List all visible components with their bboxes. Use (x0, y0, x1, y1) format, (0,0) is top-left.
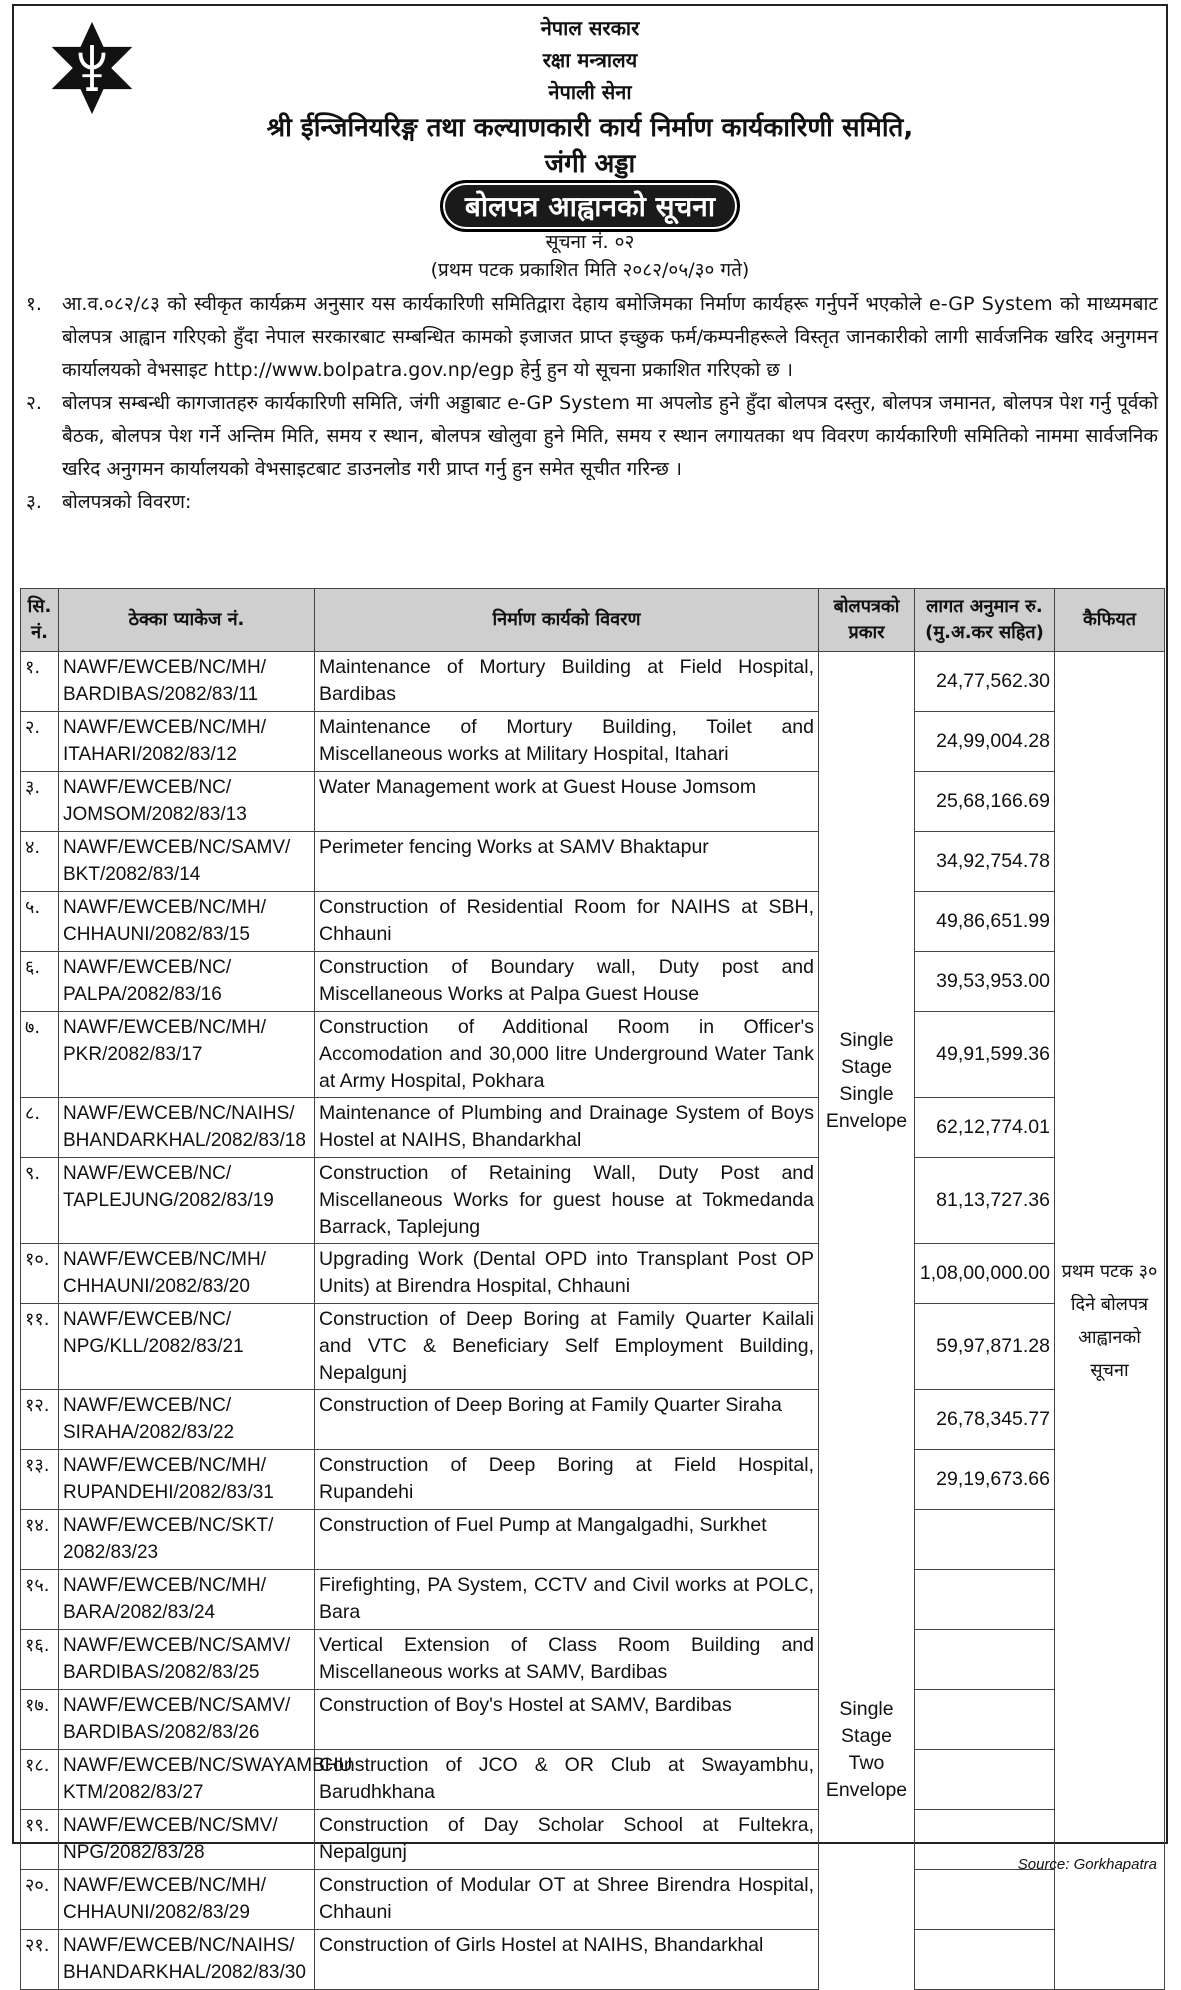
committee-location: जंगी अड्डा (544, 149, 636, 179)
row-sn: २१. (21, 1930, 59, 1990)
table-row (21, 952, 1165, 1012)
row-sn: ७. (21, 1012, 59, 1098)
govt-name: नेपाल सरकार (540, 16, 640, 40)
table-row (21, 1510, 1165, 1570)
row-package: NAWF/EWCEB/NC/ TAPLEJUNG/2082/83/19 (59, 1158, 315, 1244)
table-row (21, 712, 1165, 772)
row-estimate: 26,78,345.77 (915, 1390, 1055, 1450)
bid-type-two-envelope: Single Stage Two Envelope (819, 1510, 915, 1990)
paragraph-2: २. बोलपत्र सम्बन्धी कागजातहरु कार्यकारिणी समिति, जंगी अड्डाबाट e-GP System मा अपलोड हुने हुँदा बोलपत्र दस्तुर, बोलपत्र जमानत, बोलपत्र पेश गर्नु पूर्वको बैठक, बोलपत्र पेश गर्ने अन्तिम मिति, समय र स्थान, बोलपत्र खोलुवा हुने मिति, समय र स्थान लगायतका थप विवरण कार्यकारिणी समितिको नाममा सार्वजनिक खरिद अनुगमन कार्यालयको वेभसाइटबाट डाउनलोड गरी प्राप्त गर्नु हुन समेत सूचीत गरिन्छ । (26, 392, 1158, 480)
row-sn: ५. (21, 892, 59, 952)
row-package: NAWF/EWCEB/NC/MH/ BARDIBAS/2082/83/11 (59, 652, 315, 712)
row-description: Upgrading Work (Dental OPD into Transplant Post OP Units) at Birendra Hospital, Chhauni (315, 1244, 819, 1304)
row-package: NAWF/EWCEB/NC/MH/ BARA/2082/83/24 (59, 1570, 315, 1630)
row-package: NAWF/EWCEB/NC/SMV/ NPG/2082/83/28 (59, 1810, 315, 1870)
table-row (21, 1870, 1165, 1930)
header-package: ठेक्का प्याकेज नं. (59, 589, 315, 652)
table-row (21, 1630, 1165, 1690)
table-row (21, 652, 1165, 712)
row-package: NAWF/EWCEB/NC/SKT/ 2082/83/23 (59, 1510, 315, 1570)
row-sn: १३. (21, 1450, 59, 1510)
row-estimate: 29,19,673.66 (915, 1450, 1055, 1510)
row-package: NAWF/EWCEB/NC/MH/ CHHAUNI/2082/83/29 (59, 1870, 315, 1930)
row-package: NAWF/EWCEB/NC/NAIHS/ BHANDARKHAL/2082/83/30 (59, 1930, 315, 1990)
row-estimate: 34,92,754.78 (915, 832, 1055, 892)
row-sn: १०. (21, 1244, 59, 1304)
row-estimate: 62,12,774.01 (915, 1098, 1055, 1158)
paragraph-3: ३. बोलपत्रको विवरण: (26, 491, 192, 513)
row-description: Construction of Boy's Hostel at SAMV, Bardibas (315, 1690, 819, 1750)
row-estimate: 1,08,00,000.00 (915, 1244, 1055, 1304)
row-description: Construction of Girls Hostel at NAIHS, Bhandarkhal (315, 1930, 819, 1990)
row-estimate (915, 1510, 1055, 1570)
row-estimate: 59,97,871.28 (915, 1304, 1055, 1390)
row-description: Maintenance of Mortury Building, Toilet and Miscellaneous works at Military Hospital, Itahari (315, 712, 819, 772)
row-sn: १६. (21, 1630, 59, 1690)
table-header-row (21, 589, 1165, 652)
row-estimate (915, 1870, 1055, 1930)
row-sn: १७. (21, 1690, 59, 1750)
notice-banner: बोलपत्र आह्वानको सूचना (440, 180, 740, 232)
row-package: NAWF/EWCEB/NC/MH/ CHHAUNI/2082/83/15 (59, 892, 315, 952)
header-type: बोलपत्रको प्रकार (819, 589, 915, 652)
row-package: NAWF/EWCEB/NC/SAMV/ BARDIBAS/2082/83/25 (59, 1630, 315, 1690)
notice-header (14, 6, 1166, 281)
paragraph-1: १. आ.व.०८२/८३ को स्वीकृत कार्यक्रम अनुसार यस कार्यकारिणी समितिद्वारा देहाय बमोजिमका निर्माण कार्यहरू गर्नुपर्ने भएकोले e-GP System को माध्यमबाट बोलपत्र आह्वान गरिएको हुँदा नेपाल सरकारबाट सम्बन्धित कामको इजाजत प्राप्त इच्छुक फर्म/कम्पनीहरूले विस्तृत जानकारीको लागी सार्वजनिक खरिद अनुगमन कार्यालयको वेभसाइट http://www.bolpatra.gov.np/egp हेर्नु हुन यो सूचना प्रकाशित गरिएको छ । (26, 293, 1158, 381)
table-body (21, 652, 1165, 1990)
table-row (21, 832, 1165, 892)
row-sn: ६. (21, 952, 59, 1012)
row-sn: २०. (21, 1870, 59, 1930)
row-description: Construction of Deep Boring at Family Quarter Siraha (315, 1390, 819, 1450)
row-sn: ४. (21, 832, 59, 892)
row-estimate: 39,53,953.00 (915, 952, 1055, 1012)
committee-name: श्री ईन्जिनियरिङ्ग तथा कल्याणकारी कार्य निर्माण कार्यकारिणी समिति, (266, 113, 914, 143)
table-row (21, 1750, 1165, 1810)
header-estimate: लागत अनुमान रु. (मु.अ.कर सहित) (915, 589, 1055, 652)
row-description: Firefighting, PA System, CCTV and Civil works at POLC, Bara (315, 1570, 819, 1630)
header-remarks: कैफियत (1055, 589, 1165, 652)
row-sn: १४. (21, 1510, 59, 1570)
ministry-name: रक्षा मन्त्रालय (542, 48, 638, 72)
table-row (21, 1690, 1165, 1750)
table-row (21, 1810, 1165, 1870)
row-package: NAWF/EWCEB/NC/NAIHS/ BHANDARKHAL/2082/83/18 (59, 1098, 315, 1158)
row-sn: १. (21, 652, 59, 712)
row-package: NAWF/EWCEB/NC/ PALPA/2082/83/16 (59, 952, 315, 1012)
row-sn: ३. (21, 772, 59, 832)
row-package: NAWF/EWCEB/NC/SAMV/ BARDIBAS/2082/83/26 (59, 1690, 315, 1750)
table-row (21, 1244, 1165, 1304)
table-row (21, 772, 1165, 832)
table-row (21, 1098, 1165, 1158)
row-package: NAWF/EWCEB/NC/SWAYAMBHU KTM/2082/83/27 (59, 1750, 315, 1810)
row-sn: १९. (21, 1810, 59, 1870)
row-package: NAWF/EWCEB/NC/MH/ CHHAUNI/2082/83/20 (59, 1244, 315, 1304)
row-description: Maintenance of Plumbing and Drainage System of Boys Hostel at NAIHS, Bhandarkhal (315, 1098, 819, 1158)
source-credit: Source: Gorkhapatra (1017, 1856, 1157, 1873)
table-row (21, 1390, 1165, 1450)
row-description: Construction of Deep Boring at Field Hospital, Rupandehi (315, 1450, 819, 1510)
row-package: NAWF/EWCEB/NC/MH/ RUPANDEHI/2082/83/31 (59, 1450, 315, 1510)
row-package: NAWF/EWCEB/NC/ SIRAHA/2082/83/22 (59, 1390, 315, 1450)
row-description: Water Management work at Guest House Jomsom (315, 772, 819, 832)
table-row (21, 1304, 1165, 1390)
row-description: Vertical Extension of Class Room Building and Miscellaneous works at SAMV, Bardibas (315, 1630, 819, 1690)
table-row (21, 1570, 1165, 1630)
row-description: Construction of Deep Boring at Family Quarter Kailali and VTC & Beneficiary Self Employment Building, Nepalgunj (315, 1304, 819, 1390)
row-sn: १५. (21, 1570, 59, 1630)
row-sn: २. (21, 712, 59, 772)
bid-type-single-envelope: Single Stage Single Envelope (819, 652, 915, 1510)
row-package: NAWF/EWCEB/NC/SAMV/ BKT/2082/83/14 (59, 832, 315, 892)
row-estimate: 24,77,562.30 (915, 652, 1055, 712)
row-sn: ११. (21, 1304, 59, 1390)
row-estimate (915, 1570, 1055, 1630)
row-description: Construction of Boundary wall, Duty post and Miscellaneous Works at Palpa Guest House (315, 952, 819, 1012)
row-sn: ८. (21, 1098, 59, 1158)
row-package: NAWF/EWCEB/NC/MH/ ITAHARI/2082/83/12 (59, 712, 315, 772)
row-description: Construction of Additional Room in Officer's Accomodation and 30,000 litre Underground Water Tank at Army Hospital, Pokhara (315, 1012, 819, 1098)
row-sn: १२. (21, 1390, 59, 1450)
row-remarks: प्रथम पटक ३० दिने बोलपत्र आह्वानको सूचना (1055, 652, 1165, 1990)
tender-table-wrap (20, 588, 1164, 1990)
table-row (21, 1158, 1165, 1244)
table-row (21, 1012, 1165, 1098)
row-estimate: 24,99,004.28 (915, 712, 1055, 772)
row-estimate: 25,68,166.69 (915, 772, 1055, 832)
row-estimate (915, 1750, 1055, 1810)
row-description: Construction of Retaining Wall, Duty Post and Miscellaneous Works for guest house at Tokmedanda Barrack, Taplejung (315, 1158, 819, 1244)
row-description: Perimeter fencing Works at SAMV Bhaktapur (315, 832, 819, 892)
row-estimate (915, 1630, 1055, 1690)
notice-paragraphs (22, 288, 1158, 519)
row-estimate: 49,86,651.99 (915, 892, 1055, 952)
row-estimate (915, 1690, 1055, 1750)
row-description: Construction of Fuel Pump at Mangalgadhi, Surkhet (315, 1510, 819, 1570)
row-sn: ९. (21, 1158, 59, 1244)
row-estimate: 81,13,727.36 (915, 1158, 1055, 1244)
row-package: NAWF/EWCEB/NC/ JOMSOM/2082/83/13 (59, 772, 315, 832)
row-estimate (915, 1930, 1055, 1990)
table-row (21, 1930, 1165, 1990)
row-estimate: 49,91,599.36 (915, 1012, 1055, 1098)
row-package: NAWF/EWCEB/NC/MH/ PKR/2082/83/17 (59, 1012, 315, 1098)
row-description: Construction of Day Scholar School at Fultekra, Nepalgunj (315, 1810, 819, 1870)
tender-table (20, 588, 1165, 1990)
row-package: NAWF/EWCEB/NC/ NPG/KLL/2082/83/21 (59, 1304, 315, 1390)
row-description: Maintenance of Mortury Building at Field Hospital, Bardibas (315, 652, 819, 712)
row-description: Construction of JCO & OR Club at Swayambhu, Barudhkhana (315, 1750, 819, 1810)
row-sn: १८. (21, 1750, 59, 1810)
notice-number: सूचना नं. ०२ (545, 231, 635, 253)
header-description: निर्माण कार्यको विवरण (315, 589, 819, 652)
header-sn: सि. नं. (21, 589, 59, 652)
first-published-date: (प्रथम पटक प्रकाशित मिति २०८२/०५/३० गते) (430, 259, 750, 281)
row-description: Construction of Residential Room for NAIHS at SBH, Chhauni (315, 892, 819, 952)
row-description: Construction of Modular OT at Shree Birendra Hospital, Chhauni (315, 1870, 819, 1930)
army-name: नेपाली सेना (548, 80, 632, 104)
table-row (21, 1450, 1165, 1510)
table-row (21, 892, 1165, 952)
